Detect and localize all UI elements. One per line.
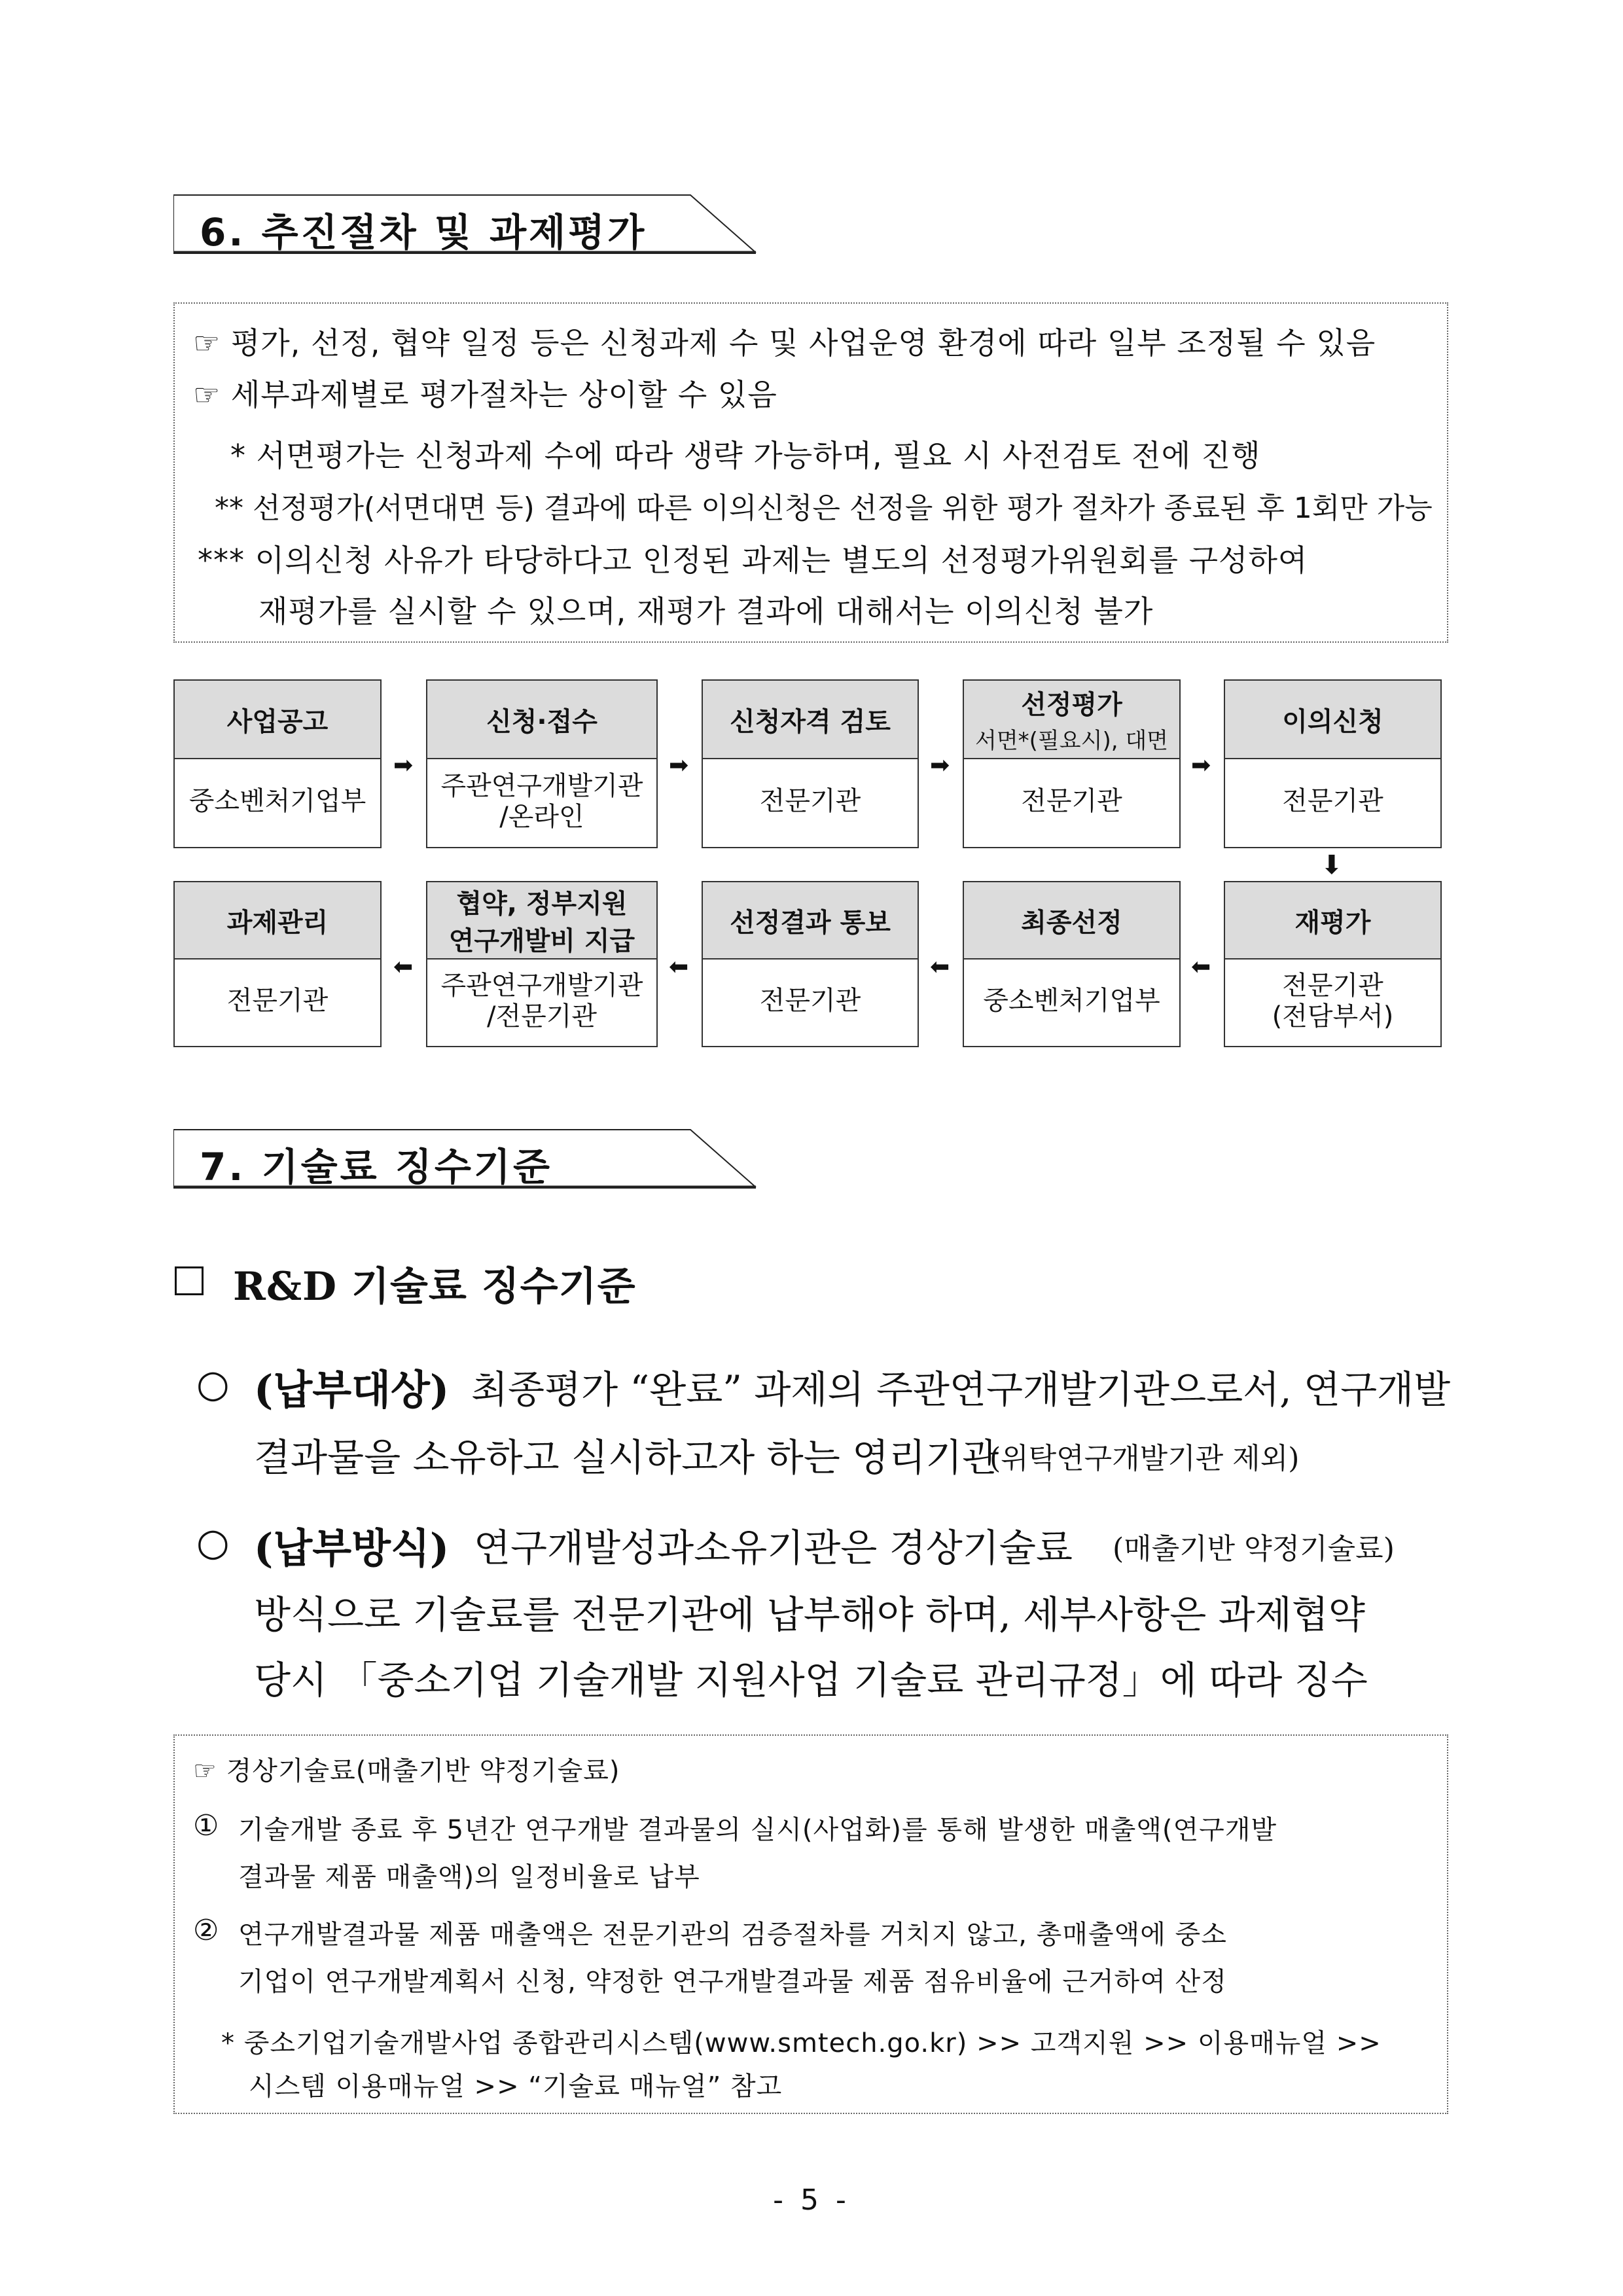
flow-step-body: /전문기관: [486, 1001, 597, 1031]
flow-step-body: 전문기관: [759, 786, 861, 817]
flow-step-agreement-funding: [426, 881, 658, 1047]
flow-step-title: 재평가: [1294, 907, 1371, 938]
section6-heading: [173, 194, 762, 254]
note-line: ☞ 세부과제별로 평가절차는 상이할 수 있음: [193, 377, 777, 412]
rd-royalty-heading: R&D 기술료 징수기준: [233, 1264, 636, 1310]
section6-title: 6. 추진절차 및 과제평가: [200, 210, 647, 255]
flow-step-body: 전문기관: [1282, 970, 1383, 1001]
flow-step-final-selection: [963, 881, 1181, 1047]
bullet-text: 연구개발성과소유기관은 경상기술료: [474, 1526, 1073, 1570]
section7-heading: [173, 1128, 762, 1189]
flow-step-title: 신청·접수: [486, 706, 597, 737]
flow-step-body: 주관연구개발기관: [440, 970, 643, 1001]
flow-step-re-evaluation: [1224, 881, 1442, 1047]
bullet-text: 방식으로 기술료를 전문기관에 납부해야 하며, 세부사항은 과제협약: [254, 1592, 1365, 1637]
flow-step-eligibility-review: [702, 679, 919, 848]
arrow-left-icon: ⬅: [669, 954, 689, 980]
arrow-down-icon: ⬇: [1321, 850, 1343, 880]
note-line: ☞ 평가, 선정, 협약 일정 등은 신청과제 수 및 사업운영 환경에 따라 일부 조정될 수 있음: [193, 325, 1376, 361]
note-line: 기술개발 종료 후 5년간 연구개발 결과물의 실시(사업화)를 통해 발생한 매출액(연구개발: [238, 1815, 1277, 1845]
note-number: ②: [193, 1914, 220, 1947]
flow-step-body: 전문기관: [1282, 786, 1383, 817]
flow-step-body: /온라인: [499, 802, 584, 832]
bullet-text-small: (위탁연구개발기관 제외): [990, 1442, 1300, 1475]
flow-step-title-line2: 연구개발비 지급: [448, 926, 635, 956]
checkbox-square-icon: [175, 1266, 204, 1295]
flow-step-title: 최종선정: [1021, 907, 1122, 938]
arrow-right-icon: ➡: [1191, 752, 1211, 779]
flow-step-title: 과제관리: [226, 907, 329, 938]
section7-title: 7. 기술료 징수기준: [200, 1145, 552, 1189]
flow-step-body: 중소벤처기업부: [983, 986, 1160, 1016]
note-line: * 서면평가는 신청과제 수에 따라 생략 가능하며, 필요 시 사전검토 전에 진행: [230, 438, 1261, 473]
flow-step-selection-evaluation: [963, 679, 1181, 848]
flow-step-announcement: [173, 679, 382, 848]
flow-step-body: 전문기관: [759, 986, 861, 1016]
flow-step-application: [426, 679, 658, 848]
note-line: 결과물 제품 매출액)의 일정비율로 납부: [238, 1862, 700, 1892]
note-line: 기업이 연구개발계획서 신청, 약정한 연구개발결과물 제품 점유비율에 근거하여 산정: [238, 1967, 1227, 1997]
bullet-circle: ○: [196, 1520, 230, 1564]
arrow-right-icon: ➡: [930, 752, 950, 779]
note-line: *** 이의신청 사유가 타당하다고 인정된 과제는 별도의 선정평가위원회를 구성하여: [198, 543, 1308, 578]
flow-step-body: 전문기관: [1021, 786, 1122, 817]
flow-step-title: 선정결과 통보: [730, 907, 891, 938]
flow-step-title: 선정평가: [1021, 690, 1122, 720]
flow-step-title: 협약, 정부지원: [456, 889, 628, 919]
note-reference: 시스템 이용매뉴얼 >> “기술료 매뉴얼” 참고: [249, 2072, 783, 2102]
bullet-text: 최종평가 “완료” 과제의 주관연구개발기관으로서, 연구개발: [471, 1367, 1451, 1412]
flow-step-title: 이의신청: [1282, 706, 1383, 737]
flow-step-body: 전문기관: [226, 986, 329, 1016]
page-number: - 5 -: [773, 2183, 850, 2217]
note-reference: * 중소기업기술개발사업 종합관리시스템(www.smtech.go.kr) >> 고객지원 >> 이용매뉴얼 >>: [221, 2028, 1382, 2058]
flow-step-subtitle: 서면*(필요시), 대면: [974, 728, 1169, 754]
flow-step-objection: [1224, 679, 1442, 848]
note-line: 연구개발결과물 제품 매출액은 전문기관의 검증절차를 거치지 않고, 총매출액에 중소: [238, 1920, 1227, 1950]
flow-step-result-notice: [702, 881, 919, 1047]
note-number: ①: [193, 1809, 220, 1842]
flow-step-body: 주관연구개발기관: [440, 770, 643, 801]
note-line: 재평가를 실시할 수 있으며, 재평가 결과에 대해서는 이의신청 불가: [259, 594, 1154, 629]
arrow-left-icon: ⬅: [393, 954, 414, 980]
bullet-label: (납부대상): [254, 1366, 450, 1414]
arrow-left-icon: ⬅: [930, 954, 950, 980]
bullet-label: (납부방식): [254, 1524, 450, 1572]
flow-step-body: 중소벤처기업부: [188, 786, 366, 817]
flow-step-body: (전담부서): [1272, 1001, 1394, 1031]
flow-step-title: 사업공고: [226, 706, 329, 737]
bullet-text: 당시 「중소기업 기술개발 지원사업 기술료 관리규정」에 따라 징수: [254, 1658, 1368, 1702]
note-line: ☞ 경상기술료(매출기반 약정기술료): [193, 1756, 620, 1786]
flow-step-project-management: [173, 881, 382, 1047]
bullet-circle: ○: [196, 1361, 230, 1406]
arrow-right-icon: ➡: [669, 752, 689, 779]
arrow-right-icon: ➡: [393, 752, 414, 779]
bullet-text: 결과물을 소유하고 실시하고자 하는 영리기관: [254, 1435, 999, 1480]
note-line: ** 선정평가(서면대면 등) 결과에 따른 이의신청은 선정을 위한 평가 절차가 종료된 후 1회만 가능: [215, 492, 1433, 525]
bullet-text-small: (매출기반 약정기술료): [1113, 1532, 1395, 1566]
arrow-left-icon: ⬅: [1191, 954, 1211, 980]
flow-step-title: 신청자격 검토: [730, 706, 891, 737]
